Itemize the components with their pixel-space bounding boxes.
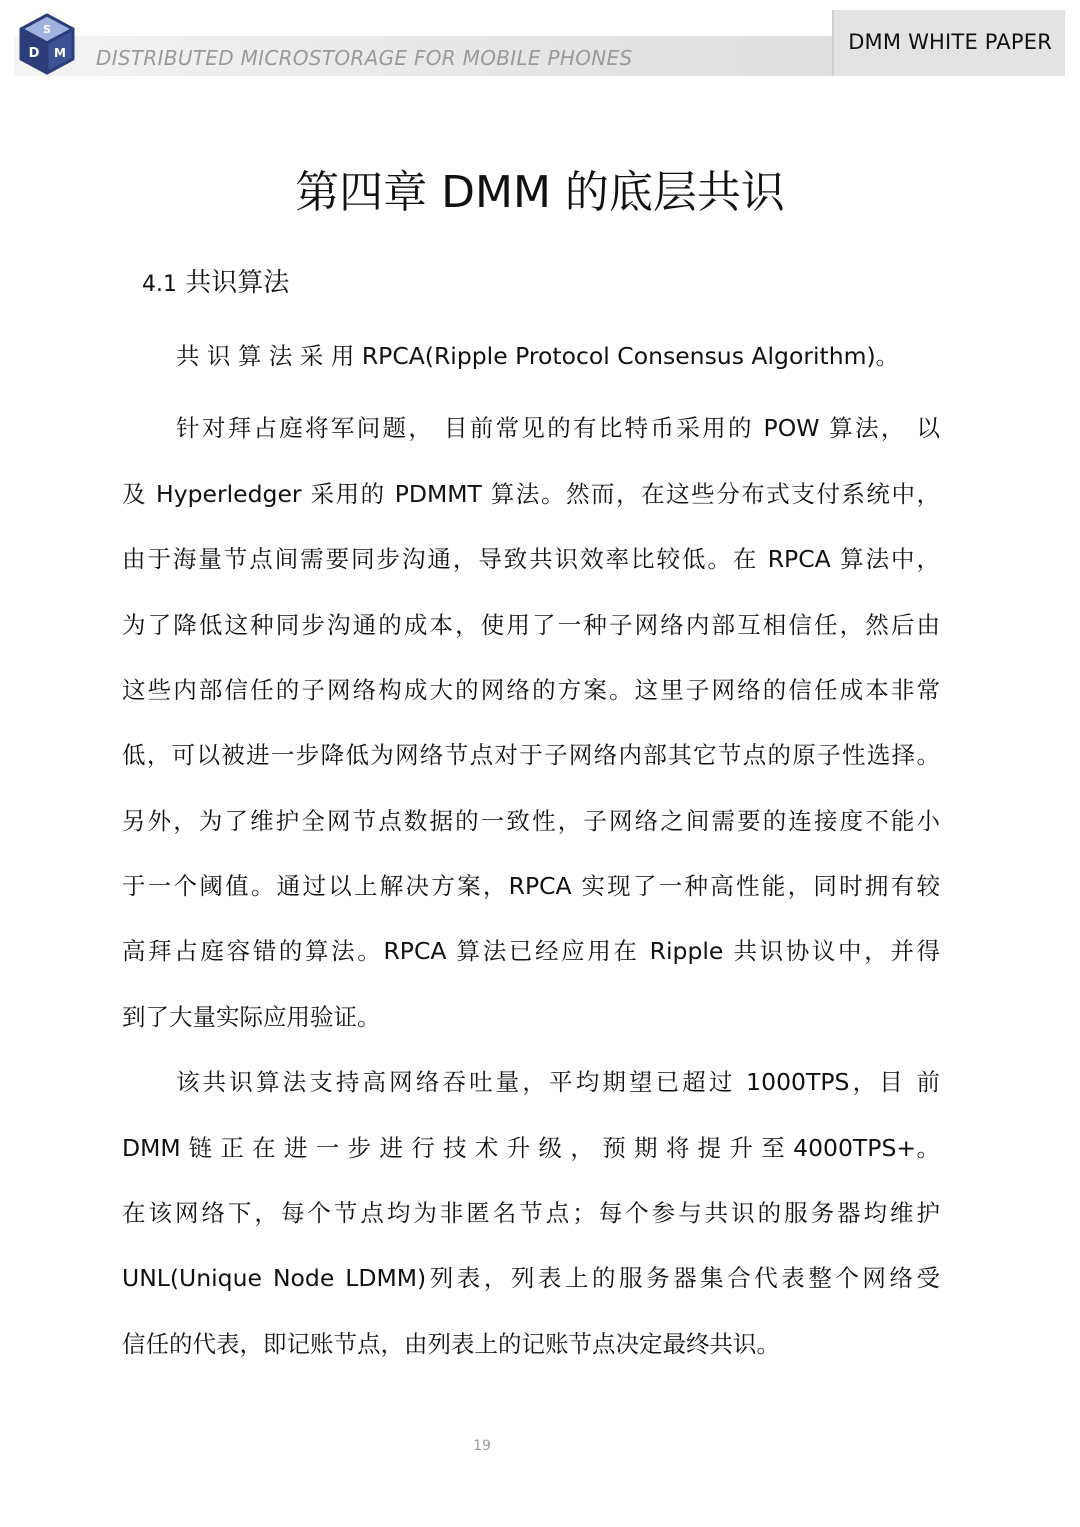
paragraph-line: DMM 链 正 在 进 一 步 进 行 技 术 升 级 ， 预 期 将 提 升 至 4000TPS+。 bbox=[122, 1134, 940, 1162]
paragraph-line: 这些内部信任的子网络构成大的网络的方案。这里子网络的信任成本非常 bbox=[122, 676, 940, 704]
header-subtitle: DISTRIBUTED MICROSTORAGE FOR MOBILE PHONES bbox=[96, 46, 633, 70]
section-heading bbox=[142, 262, 289, 299]
header-tab-label: DMM WHITE PAPER bbox=[848, 30, 1052, 54]
section-title: 共识算法 bbox=[185, 268, 290, 298]
header-tab bbox=[832, 10, 1065, 76]
paragraph-line: 及 Hyperledger 采用的 PDMMT 算法。然而，在这些分布式支付系统中， bbox=[122, 480, 940, 508]
paragraph-line: 在该网络下，每个节点均为非匿名节点；每个参与共识的服务器均维护 bbox=[122, 1199, 940, 1227]
paragraph-line: 低，可以被进一步降低为网络节点对于子网络内部其它节点的原子性选择。 bbox=[122, 741, 940, 769]
dmm-cube-logo-icon bbox=[18, 12, 76, 76]
paragraph-line: 共 识 算 法 采 用 RPCA(Ripple Protocol Consensus Algorithm)。 bbox=[176, 342, 900, 370]
paragraph-line: 为了降低这种同步沟通的成本，使用了一种子网络内部互相信任，然后由 bbox=[122, 611, 940, 639]
chapter-title: 第四章 DMM 的底层共识 bbox=[295, 167, 785, 218]
paragraph-line: 于一个阈值。通过以上解决方案，RPCA 实现了一种高性能，同时拥有较 bbox=[122, 872, 940, 900]
paragraph-line: UNL(Unique Node LDMM)列表，列表上的服务器集合代表整个网络受 bbox=[122, 1264, 940, 1292]
logo-letter-right: M bbox=[54, 46, 66, 60]
logo-letter-left: D bbox=[28, 46, 40, 61]
page-number: 19 bbox=[473, 1438, 491, 1454]
section-number: 4.1 bbox=[142, 272, 177, 297]
paragraph-line: 高拜占庭容错的算法。RPCA 算法已经应用在 Ripple 共识协议中，并得 bbox=[122, 937, 940, 965]
paragraph-line: 另外，为了维护全网节点数据的一致性，子网络之间需要的连接度不能小 bbox=[122, 807, 940, 835]
logo-letter-top: S bbox=[43, 23, 51, 36]
paragraph-line: 针对拜占庭将军问题， 目前常见的有比特币采用的 POW 算法， 以 bbox=[176, 414, 940, 442]
paragraph-line: 到了大量实际应用验证。 bbox=[122, 1003, 381, 1031]
paragraph-line: 信任的代表，即记账节点，由列表上的记账节点决定最终共识。 bbox=[122, 1330, 780, 1358]
paragraph-line: 由于海量节点间需要同步沟通，导致共识效率比较低。在 RPCA 算法中， bbox=[122, 545, 940, 573]
paragraph-line: 该共识算法支持高网络吞吐量，平均期望已超过 1000TPS，目 前 bbox=[176, 1068, 940, 1096]
